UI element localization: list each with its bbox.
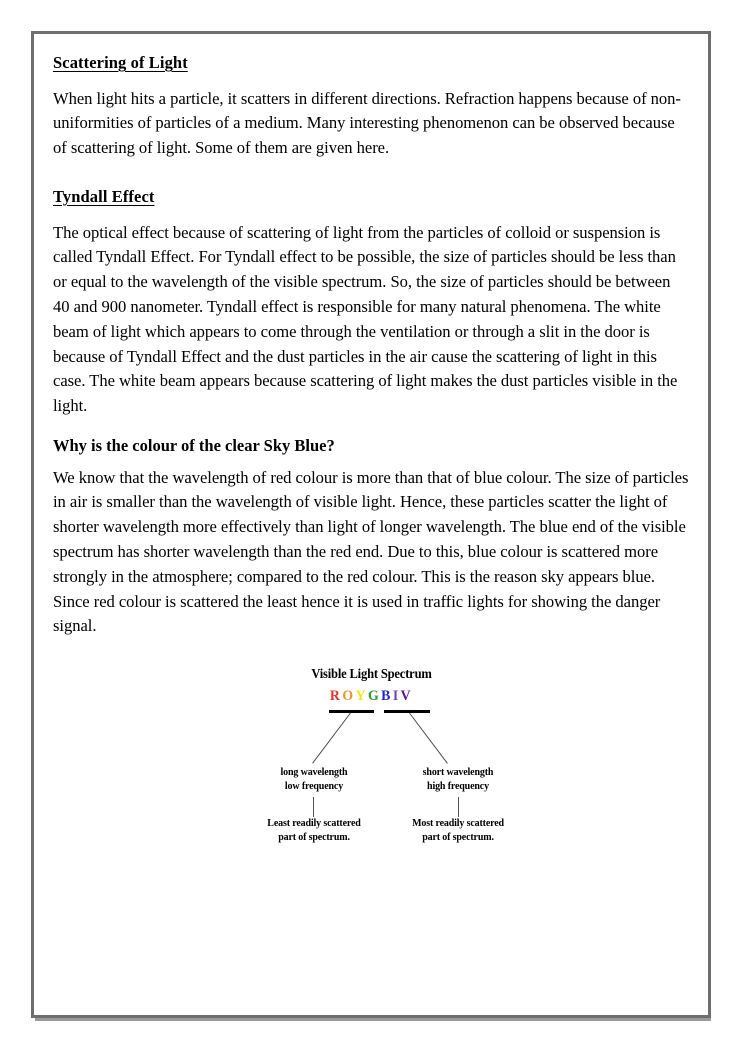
label-line: part of spectrum. (422, 832, 494, 844)
short-wavelength-underline-bar (384, 710, 430, 713)
spectrum-letter-green: G (367, 688, 382, 705)
section-spacer (53, 161, 690, 187)
spectrum-letter-red: R (329, 688, 343, 705)
spectrum-letter-yellow: Y (355, 688, 368, 705)
connector-line-vertical-left (313, 797, 314, 817)
heading-scattering-of-light: Scattering of Light (53, 53, 188, 72)
label-line: long wavelength (280, 767, 348, 779)
heading-why-sky-blue: Why is the colour of the clear Sky Blue? (53, 436, 335, 456)
roygbiv-letters (69, 688, 674, 705)
paragraph-why-sky-blue: We know that the wavelength of red colour is more than that of blue colour. The size of particles in air is smaller than the wavelength of visible light. Hence, these particles scatter the light of shorter wavelength more effectively than light of longer wavelength. The blue end of the visible spectrum has shorter wavelength than the red end. Due to this, blue colour is scattered more strongly in the atmosphere; compared to the red colour. This is the reason sky appears blue. Since red colour is scattered the least hence it is used in traffic lights for showing the danger signal. (53, 467, 689, 636)
heading-tyndall-effect: Tyndall Effect (53, 187, 155, 207)
page-border-frame (31, 31, 711, 1018)
page-content (53, 53, 690, 866)
visible-light-spectrum-figure (53, 666, 690, 866)
paragraph-tyndall-effect: The optical effect because of scattering of light from the particles of colloid or suspension is called Tyndall Effect. For Tyndall effect to be possible, the size of particles should be less than or equal to the wavelength of the visible spectrum. So, the size of particles should be between 40 and 900 nanometer. Tyndall effect is responsible for many natural phenomena. The white beam of light which appears to come through the ventilation or through a slit in the door is because of Tyndall Effect and the dust particles in the air cause the scattering of light in this case. The white beam appears because scattering of light makes the dust particles visible in the light. (53, 222, 678, 416)
label-short-wavelength (373, 766, 543, 794)
connector-line-vertical-right (458, 797, 459, 817)
paragraph-scattering-of-light: When light hits a particle, it scatters in different directions. Refraction happens because of non-uniformities of particles of a medium. Many interesting phenomenon can be observed because of scattering of light. Some of them are given here. (53, 88, 681, 158)
section-spacer (53, 419, 690, 436)
label-line: Least readily scattered (267, 818, 361, 830)
spectrum-letter-blue: B (381, 688, 393, 705)
spectrum-letter-orange: O (342, 688, 356, 705)
label-most-scattered (373, 817, 543, 845)
connector-line-left (312, 713, 351, 764)
label-line: Most readily scattered (412, 818, 504, 830)
figure-title: Visible Light Spectrum (311, 666, 432, 682)
spectrum-letter-violet: V (400, 688, 414, 705)
spectrum-letter-indigo: I (392, 688, 401, 705)
label-line: short wavelength (422, 767, 494, 779)
label-line: high frequency (427, 781, 489, 793)
connector-line-right (409, 713, 448, 764)
label-line: part of spectrum. (278, 832, 350, 844)
label-line: low frequency (284, 781, 344, 793)
